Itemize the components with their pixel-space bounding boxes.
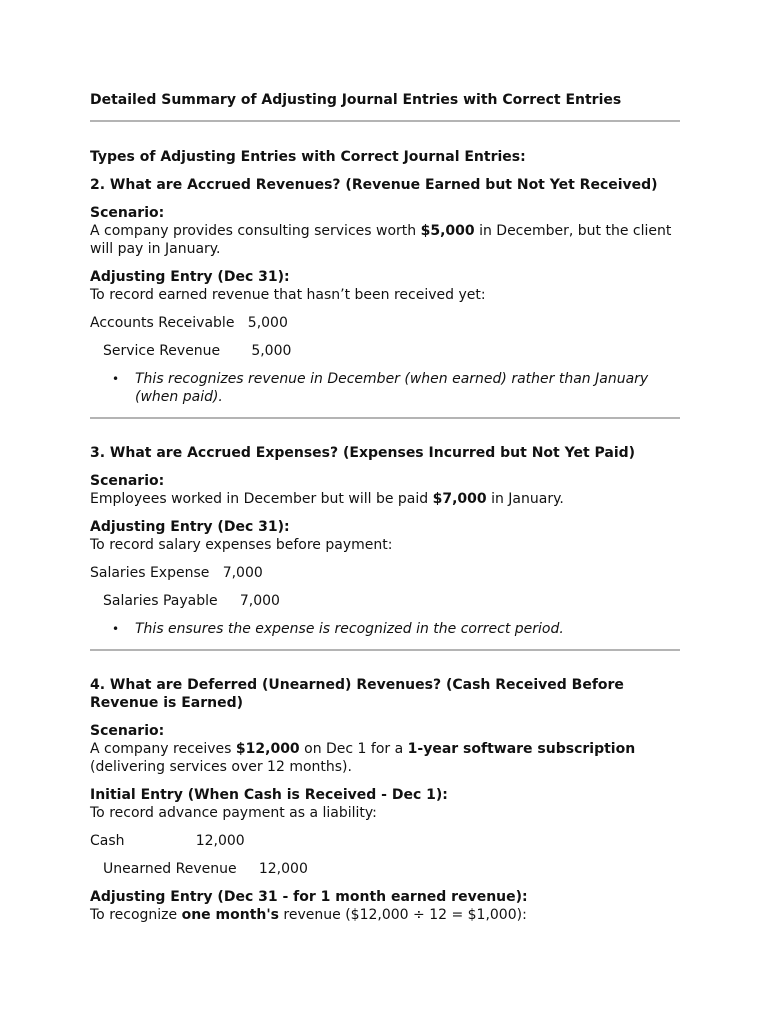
scenario-label: Scenario: bbox=[90, 473, 165, 489]
journal-debit-line: Accounts Receivable 5,000 bbox=[90, 315, 288, 331]
section-accrued-expenses bbox=[90, 444, 680, 651]
note-text: This ensures the expense is recognized in the correct period. bbox=[135, 621, 564, 637]
adjusting-entry-description: To record salary expenses before payment: bbox=[90, 537, 393, 553]
scenario-text: A company receives $12,000 on Dec 1 for a 1-year software subscription (delivering services over 12 months). bbox=[90, 741, 636, 775]
scenario-text: Employees worked in December but will be paid $7,000 in January. bbox=[90, 491, 564, 507]
adjusting-entry-label: Adjusting Entry (Dec 31): bbox=[90, 519, 290, 535]
section-heading: 4. What are Deferred (Unearned) Revenues? (Cash Received Before Revenue is Earned) bbox=[90, 677, 624, 711]
page-title: Detailed Summary of Adjusting Journal Entries with Correct Entries bbox=[90, 92, 622, 108]
scenario-label: Scenario: bbox=[90, 205, 165, 221]
journal-credit-line: Service Revenue 5,000 bbox=[103, 343, 292, 359]
types-heading: Types of Adjusting Entries with Correct Journal Entries: bbox=[90, 149, 526, 165]
divider bbox=[90, 417, 680, 419]
journal-credit-line: Salaries Payable 7,000 bbox=[103, 593, 280, 609]
section-accrued-revenues bbox=[90, 176, 680, 419]
section-heading: 3. What are Accrued Expenses? (Expenses Incurred but Not Yet Paid) bbox=[90, 445, 636, 461]
section-heading: 2. What are Accrued Revenues? (Revenue Earned but Not Yet Received) bbox=[90, 177, 658, 193]
initial-entry-description: To record advance payment as a liability: bbox=[90, 805, 377, 821]
journal-credit-line: Unearned Revenue 12,000 bbox=[103, 861, 308, 877]
adjusting-entry-description: To recognize one month's revenue ($12,000 ÷ 12 = $1,000): bbox=[90, 907, 527, 923]
note-text: This recognizes revenue in December (when earned) rather than January (when paid). bbox=[135, 371, 649, 405]
document-body bbox=[90, 91, 680, 924]
adjusting-entry-label: Adjusting Entry (Dec 31 - for 1 month earned revenue): bbox=[90, 889, 528, 905]
adjusting-entry-label: Adjusting Entry (Dec 31): bbox=[90, 269, 290, 285]
bullet-icon: • bbox=[112, 372, 120, 386]
note-list-item bbox=[90, 620, 680, 638]
scenario-text: A company provides consulting services worth $5,000 in December, but the client will pay in January. bbox=[90, 223, 672, 257]
divider bbox=[90, 649, 680, 651]
bullet-icon: • bbox=[112, 622, 120, 636]
initial-entry-label: Initial Entry (When Cash is Received - Dec 1): bbox=[90, 787, 448, 803]
note-list-item bbox=[90, 370, 680, 406]
adjusting-entry-description: To record earned revenue that hasn’t been received yet: bbox=[90, 287, 486, 303]
scenario-label: Scenario: bbox=[90, 723, 165, 739]
journal-debit-line: Cash 12,000 bbox=[90, 833, 245, 849]
journal-debit-line: Salaries Expense 7,000 bbox=[90, 565, 263, 581]
section-deferred-revenues bbox=[90, 676, 680, 924]
divider bbox=[90, 120, 680, 122]
